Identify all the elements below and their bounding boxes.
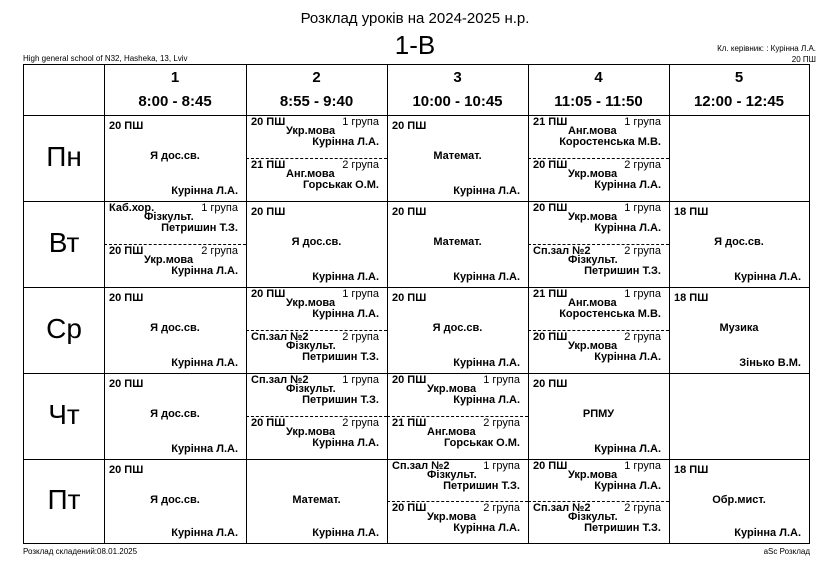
room-label: 20 ПШ — [251, 417, 286, 429]
group-label: 1 група — [201, 202, 238, 214]
teacher-label: Курінна Л.А. — [312, 437, 379, 449]
room-label: Сп.зал №2 — [251, 374, 309, 386]
subject-label: Я дос.св. — [291, 236, 342, 248]
group-label: 1 група — [624, 460, 661, 472]
subject-label: Укр.мова — [427, 511, 477, 523]
room-label: 20 ПШ — [392, 292, 427, 304]
lesson-cell — [528, 459, 669, 543]
lesson-cell — [104, 201, 246, 287]
group-lesson — [528, 459, 669, 501]
group-label: 1 група — [483, 374, 520, 386]
period-time: 8:00 - 8:45 — [138, 93, 212, 110]
teacher-label: Петришин Т.З. — [443, 480, 520, 492]
group-label: 1 група — [483, 460, 520, 472]
lesson-cell — [387, 115, 528, 201]
room-label: 18 ПШ — [674, 292, 709, 304]
period-number: 3 — [453, 69, 462, 86]
group-lesson — [104, 244, 246, 287]
lesson-cell — [669, 459, 809, 543]
teacher-label: Зінько В.М. — [739, 357, 801, 369]
room-label: 20 ПШ — [109, 464, 144, 476]
group-lesson — [528, 287, 669, 330]
lesson-cell — [387, 287, 528, 373]
lesson-cell — [669, 287, 809, 373]
compiled-date: Розклад складений:08.01.2025 — [23, 547, 138, 556]
subject-label: Фізкульт. — [568, 254, 618, 266]
group-separator — [246, 330, 387, 331]
period-time: 10:00 - 10:45 — [412, 93, 503, 110]
teacher-label: Курінна Л.А. — [453, 185, 520, 197]
group-label: 2 група — [624, 502, 661, 514]
subject-label: Я дос.св. — [714, 236, 764, 248]
group-label: 1 група — [342, 288, 379, 300]
subject-label: Фізкульт. — [427, 469, 477, 481]
lesson-cell — [104, 459, 246, 543]
teacher-label: Курінна Л.А. — [312, 136, 379, 148]
lesson-cell — [669, 373, 809, 459]
group-lesson — [528, 501, 669, 543]
subject-label: Обр.мист. — [712, 494, 766, 506]
room-label: 20 ПШ — [109, 378, 144, 390]
teacher-label: Петришин Т.З. — [161, 222, 238, 234]
group-lesson — [387, 373, 528, 416]
group-separator — [387, 501, 528, 502]
teacher-label: Курінна Л.А. — [594, 443, 661, 455]
class-name: 1-В — [394, 30, 436, 60]
room-label: Сп.зал №2 — [533, 502, 591, 514]
lesson-cell — [669, 201, 809, 287]
subject-label: Я дос.св. — [150, 150, 200, 162]
timetable-grid — [23, 64, 810, 544]
group-label: 1 група — [342, 116, 379, 128]
school-name: High general school of N32, Hasheka, 13, Lviv — [23, 54, 188, 63]
lesson-cell — [246, 201, 387, 287]
group-lesson — [246, 158, 387, 201]
period-number: 5 — [734, 69, 744, 86]
day-name: Чт — [48, 399, 80, 430]
subject-label: РПМУ — [582, 408, 615, 420]
lesson-cell — [387, 373, 528, 459]
period-header — [528, 65, 669, 115]
room-label: 20 ПШ — [251, 206, 286, 218]
teacher-label: Курінна Л.А. — [171, 185, 238, 197]
subject-label: Анг.мова — [568, 125, 617, 137]
teacher-label: Курінна Л.А. — [594, 351, 661, 363]
subject-label: Укр.мова — [286, 125, 336, 137]
group-lesson — [528, 330, 669, 373]
group-separator — [104, 244, 246, 245]
subject-label: Фізкульт. — [286, 383, 336, 395]
teacher-label: Курінна Л.А. — [171, 527, 238, 539]
room-label: 20 ПШ — [251, 288, 286, 300]
group-lesson — [528, 244, 669, 287]
teacher-label: Петришин Т.З. — [302, 394, 379, 406]
teacher-label: Курінна Л.А. — [171, 357, 238, 369]
period-header — [669, 65, 809, 115]
room-label: 20 ПШ — [392, 374, 427, 386]
group-label: 2 група — [201, 245, 238, 257]
lesson-cell — [246, 115, 387, 201]
teacher-label: Курінна Л.А. — [312, 308, 379, 320]
day-name: Вт — [48, 227, 80, 258]
group-lesson — [246, 115, 387, 158]
lesson-cell — [528, 201, 669, 287]
group-lesson — [528, 201, 669, 244]
period-time: 11:05 - 11:50 — [554, 93, 643, 110]
teacher-label: Курінна Л.А. — [594, 480, 661, 492]
teacher-label: Петришин Т.З. — [584, 265, 661, 277]
period-header — [246, 65, 387, 115]
subject-label: Математ. — [433, 236, 482, 248]
page-title: Розклад уроків на 2024-2025 н.р. — [300, 10, 530, 27]
period-header — [104, 65, 246, 115]
teacher-label: Курінна Л.А. — [594, 222, 661, 234]
lesson-cell — [528, 287, 669, 373]
teacher-label: Курінна Л.А. — [312, 527, 379, 539]
subject-label: Фізкульт. — [568, 511, 618, 523]
subject-label: Укр.мова — [286, 297, 336, 309]
teacher-label: Курінна Л.А. — [312, 271, 379, 283]
subject-label: Фізкульт. — [144, 211, 194, 223]
teacher-label: Петришин Т.З. — [584, 522, 661, 534]
room-label: Сп.зал №2 — [533, 245, 591, 257]
day-name: Пт — [47, 484, 81, 515]
group-label: 2 група — [624, 159, 661, 171]
room-label: 20 ПШ — [109, 120, 144, 132]
teacher-label: Курінна Л.А. — [453, 357, 520, 369]
group-separator — [246, 416, 387, 417]
group-lesson — [246, 330, 387, 373]
room-label: 20 ПШ — [251, 116, 286, 128]
subject-label: Укр.мова — [568, 211, 618, 223]
lesson-cell — [669, 115, 809, 201]
room-label: 20 ПШ — [533, 378, 568, 390]
room-label: 20 ПШ — [392, 502, 427, 514]
group-lesson — [246, 287, 387, 330]
lesson-cell — [528, 373, 669, 459]
group-separator — [528, 501, 669, 502]
lesson-cell — [528, 115, 669, 201]
class-teacher-room: 20 ПШ — [791, 55, 816, 64]
room-label: 18 ПШ — [674, 206, 709, 218]
group-lesson — [246, 373, 387, 416]
subject-label: Музика — [719, 322, 759, 334]
period-number: 1 — [170, 69, 180, 86]
group-separator — [528, 244, 669, 245]
group-label: 2 група — [342, 331, 379, 343]
group-separator — [528, 158, 669, 159]
room-label: 21 ПШ — [533, 288, 568, 300]
period-header — [387, 65, 528, 115]
room-label: 20 ПШ — [392, 206, 427, 218]
subject-label: Укр.мова — [427, 383, 477, 395]
group-lesson — [104, 201, 246, 244]
room-label: 20 ПШ — [533, 331, 568, 343]
day-name: Пн — [46, 141, 82, 172]
lesson-cell — [246, 287, 387, 373]
teacher-label: Коростенська М.В. — [559, 308, 661, 320]
teacher-label: Курінна Л.А. — [594, 179, 661, 191]
lesson-cell — [246, 373, 387, 459]
group-label: 2 група — [483, 417, 520, 429]
group-label: 1 група — [624, 116, 661, 128]
group-lesson — [387, 501, 528, 543]
subject-label: Укр.мова — [568, 340, 618, 352]
subject-label: Я дос.св. — [432, 322, 483, 334]
lesson-cell — [104, 115, 246, 201]
room-label: 18 ПШ — [674, 464, 709, 476]
group-separator — [246, 158, 387, 159]
group-lesson — [246, 416, 387, 459]
teacher-label: Курінна Л.А. — [453, 271, 520, 283]
teacher-label: Горськак О.М. — [302, 179, 379, 191]
subject-label: Я дос.св. — [150, 494, 200, 506]
room-label: Сп.зал №2 — [251, 331, 309, 343]
teacher-label: Курінна Л.А. — [453, 522, 520, 534]
teacher-label: Курінна Л.А. — [171, 443, 238, 455]
group-label: 2 група — [342, 417, 379, 429]
room-label: 21 ПШ — [251, 159, 286, 171]
period-number: 2 — [312, 69, 321, 86]
room-label: Каб.хор. — [109, 202, 155, 214]
teacher-label: Горськак О.М. — [443, 437, 520, 449]
software-name: aSc Розклад — [763, 547, 810, 556]
subject-label: Анг.мова — [568, 297, 617, 309]
group-label: 2 група — [342, 159, 379, 171]
room-label: 20 ПШ — [533, 159, 568, 171]
subject-label: Укр.мова — [286, 426, 336, 438]
room-label: 20 ПШ — [533, 202, 568, 214]
lesson-cell — [104, 373, 246, 459]
group-lesson — [387, 416, 528, 459]
subject-label: Я дос.св. — [150, 408, 200, 420]
group-label: 1 група — [624, 202, 661, 214]
subject-label: Укр.мова — [568, 168, 618, 180]
subject-label: Укр.мова — [144, 254, 194, 266]
lesson-cell — [246, 459, 387, 543]
subject-label: Математ. — [292, 494, 341, 506]
group-separator — [387, 416, 528, 417]
subject-label: Я дос.св. — [150, 322, 200, 334]
subject-label: Анг.мова — [427, 426, 476, 438]
room-label: 21 ПШ — [392, 417, 427, 429]
subject-label: Анг.мова — [286, 168, 335, 180]
group-separator — [528, 330, 669, 331]
group-lesson — [387, 459, 528, 501]
group-label: 1 група — [624, 288, 661, 300]
room-label: 20 ПШ — [109, 292, 144, 304]
group-lesson — [528, 158, 669, 201]
class-teacher: Кл. керівник: : Курінна Л.А. — [717, 44, 816, 53]
teacher-label: Курінна Л.А. — [734, 527, 801, 539]
period-number: 4 — [594, 69, 603, 86]
period-time: 8:55 - 9:40 — [279, 93, 354, 110]
lesson-cell — [387, 459, 528, 543]
day-name: Ср — [46, 313, 82, 344]
teacher-label: Петришин Т.З. — [302, 351, 379, 363]
room-label: 20 ПШ — [109, 245, 144, 257]
period-time: 12:00 - 12:45 — [693, 93, 785, 110]
subject-label: Фізкульт. — [286, 340, 336, 352]
room-label: 20 ПШ — [533, 460, 568, 472]
teacher-label: Курінна Л.А. — [734, 271, 801, 283]
room-label: 20 ПШ — [392, 120, 427, 132]
room-label: 21 ПШ — [533, 116, 568, 128]
subject-label: Математ. — [433, 150, 482, 162]
teacher-label: Коростенська М.В. — [559, 136, 661, 148]
subject-label: Укр.мова — [568, 469, 618, 481]
class-teacher-info — [717, 43, 816, 65]
lesson-cell — [104, 287, 246, 373]
teacher-label: Курінна Л.А. — [171, 265, 238, 277]
teacher-label: Курінна Л.А. — [453, 394, 520, 406]
lesson-cell — [387, 201, 528, 287]
group-label: 2 група — [624, 245, 661, 257]
room-label: Сп.зал №2 — [392, 460, 450, 472]
group-label: 1 група — [342, 374, 379, 386]
group-label: 2 група — [624, 331, 661, 343]
group-lesson — [528, 115, 669, 158]
group-label: 2 група — [483, 502, 520, 514]
